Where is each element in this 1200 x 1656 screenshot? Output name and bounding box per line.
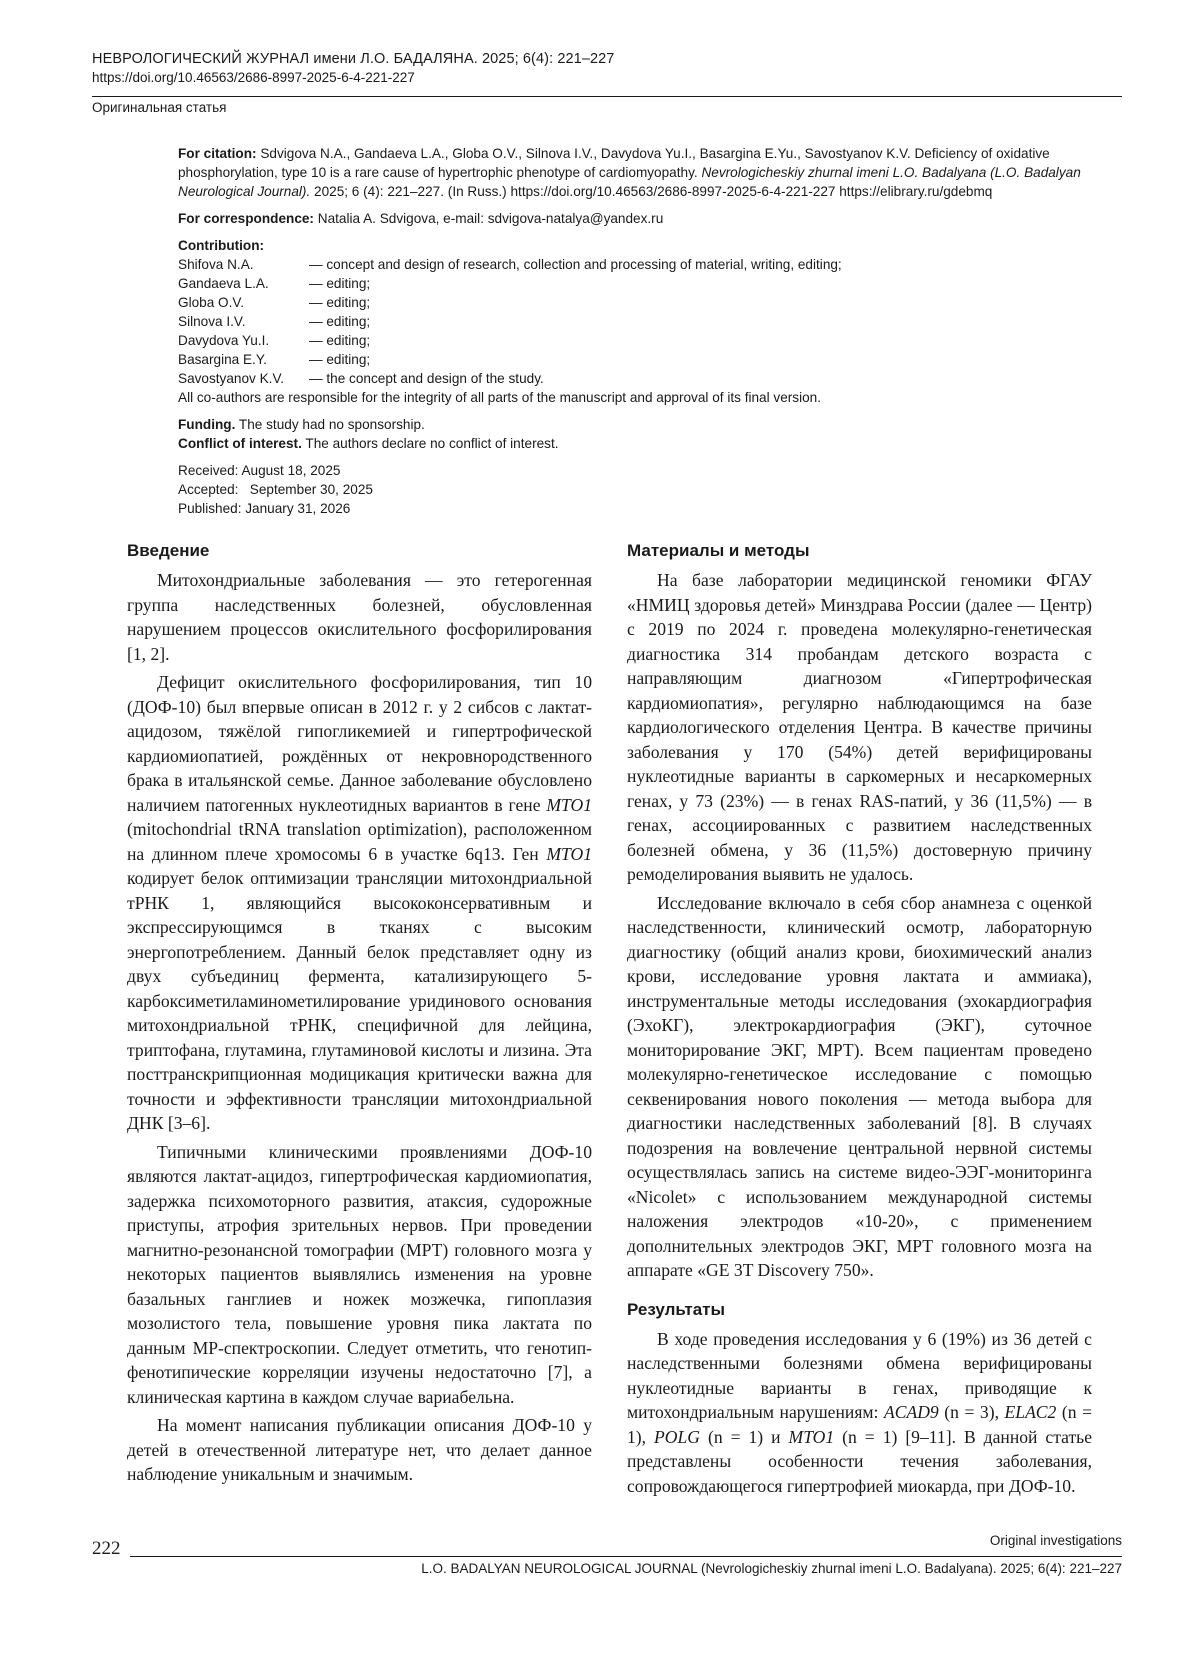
header-rule: [92, 96, 1122, 97]
gene-name: ACAD9: [883, 1402, 939, 1422]
citation-journal: Nevrologicheskiy zhurnal imeni L.O. Badalyana (L.O. Badalyan Neurological Journal).: [178, 165, 1081, 199]
received-date: Received: August 18, 2025: [178, 463, 341, 478]
gene-name: ELAC2: [1004, 1402, 1057, 1422]
contribution-list: [178, 255, 1122, 388]
funding: [178, 415, 1122, 434]
gene-name: POLG: [654, 1426, 700, 1447]
journal-title-header: НЕВРОЛОГИЧЕСКИЙ ЖУРНАЛ имени Л.О. БАДАЛЯНА. 2025; 6(4): 221–227: [92, 51, 615, 67]
correspondence-text: Natalia A. Sdvigova, e-mail: sdvigova-natalya@yandex.ru: [317, 211, 664, 226]
citation-label: For citation:: [178, 146, 257, 161]
contribution-row: [178, 274, 1122, 293]
gene-name: MTO1: [546, 843, 592, 864]
citation-authors: Sdvigova N.A., Gandaeva L.A., Globa O.V., Silnova I.V., Davydova Yu.I., Basargina E.Yu., Savostyanov K.V. Deficiency of oxidative phosphorylation, type 10 is a rare cause of hypertrophic phenotype of cardiomyopathy.: [178, 146, 1050, 180]
text-run: (n = 3),: [944, 1402, 999, 1422]
paragraph: На базе лаборатории медицинской геномики ФГАУ «НМИЦ здоровья детей» Минздрава России (далее — Центр) с 2019 по 2024 г. проведена молекулярно-генетическая диагностика 314 пробандам детского возраста с направляющим диагнозом «Гипертрофическая кардиомиопатия», регулярно наблюдающимся на базе кардиологического отделения Центра. В качестве причины заболевания у 170 (54%) детей верифицированы нуклеотидные варианты в саркомерных и несаркомерных генах, у 73 (23%) — в генах RAS-патий, у 36 (11,5%) — в генах, ассоциированных с развитием наследственных болезней обмена, у 36 (11,5%) достоверную причину ремоделирования выявить не удалось.: [627, 570, 1092, 884]
footer-rule: [130, 1556, 1122, 1557]
contributor-name: Savostyanov K.V.: [178, 371, 285, 386]
text-run: (n = 1) [9–11]. В данной статье представлены особенности течения заболевания, сопровождающегося гипертрофией миокарда, при ДОФ-10.: [627, 1426, 1093, 1496]
conflict-label: Conflict of interest.: [178, 436, 302, 451]
correspondence-label: For correspondence:: [178, 211, 314, 226]
funding-label: Funding.: [178, 417, 236, 432]
contribution-row: [178, 255, 1122, 274]
conflict: [178, 434, 1122, 453]
contributor-role: — the concept and design of the study.: [309, 371, 544, 386]
contribution-label: Contribution:: [178, 238, 265, 253]
published-date: Published: January 31, 2026: [178, 501, 351, 516]
contributor-name: Silnova I.V.: [178, 314, 246, 329]
gene-name: MTO1: [546, 794, 592, 815]
gene-name: MTO1: [788, 1426, 835, 1447]
footer-section-label: Original investigations: [989, 1533, 1122, 1548]
contributor-role: — concept and design of research, collection and processing of material, writing, editing;: [309, 257, 842, 272]
contributor-name: Gandaeva L.A.: [178, 276, 269, 291]
text-run: (mitochondrial tRNA translation optimization), расположенном на длинном плече хромосомы 6 в участке 6q13. Ген: [127, 819, 592, 864]
funding-text: The study had no sponsorship.: [238, 417, 425, 432]
contributor-name: Basargina E.Y.: [178, 352, 267, 367]
text-run: кодирует белок оптимизации трансляции митохондриальной тРНК 1, являющийся высококонсервативным и экспрессирующимся в тканях с высоким энергопотреблением. Данный белок представляет одну из двух субъединиц фермента, катализирующего 5-карбоксиметиламинометилирование уридинового основания митохондриальной тРНК, специфичной для лейцина, триптофана, глутамина, глутаминовой кислоты и лизина. Эта посттранскрипционная модицикация критически важна для точности и эффективности трансляции митохондриальной ДНК [3–6].: [127, 868, 592, 1133]
text-run: В ходе проведения исследования у 6 (19%) из 36 детей с наследственными болезнями обмена верифицированы нуклеотидные варианты в генах, приводящие к митохондриальным нарушениям:: [627, 1328, 1092, 1422]
paragraph: Типичными клиническими проявлениями ДОФ-10 являются лактат-ацидоз, гипертрофическая кардиомиопатия, задержка психомоторного развития, атаксия, судорожные приступы, атрофия зрительных нервов. При проведении магнитно-резонансной томографии (МРТ) головного мозга у некоторых пациентов выявлялись изменения на уровне базальных ганглиев и ножек мозжечка, гипоплазия мозолистого тела, повышение уровня пика лактата по данным МР-спектроскопии. Следует отметить, что генотип-фенотипические корреляции изучены недостаточно [7], а клиническая картина в каждом случае вариабельна.: [127, 1141, 592, 1407]
left-column: [127, 540, 592, 1487]
coauthors-statement: All co-authors are responsible for the integrity of all parts of the manuscript and approval of its final version.: [178, 390, 822, 405]
text-run: Дефицит окислительного фосфорилирования, тип 10 (ДОФ-10) был впервые описан в 2012 г. у 2 сибсов с лактат-ацидозом, тяжёлой гипогликемией и гипертрофической кардиомиопатией, рождённых от некровнородственного брака в итальянской семье. Данное заболевание обусловлено наличием патогенных нуклеотидных вариантов в гене: [127, 672, 592, 815]
conflict-text: The authors declare no conflict of interest.: [305, 436, 559, 451]
contributor-name: Shifova N.A.: [178, 257, 254, 272]
running-header: [92, 50, 1122, 87]
text-run: (n = 1) и: [707, 1426, 781, 1447]
contribution-row: [178, 331, 1122, 350]
contributor-name: Davydova Yu.I.: [178, 333, 270, 348]
contribution-row: [178, 369, 1122, 388]
citation: [178, 144, 1122, 201]
paragraph: На момент написания публикации описания ДОФ-10 у детей в отечественной литературе нет, что делает данное наблюдение уникальным и значимым.: [127, 1415, 592, 1484]
article-type-label: Оригинальная статья: [92, 100, 227, 115]
contributor-role: — editing;: [309, 333, 371, 348]
citation-tail: 2025; 6 (4): 221–227. (In Russ.) https://doi.org/10.46563/2686-8997-2025-6-4-221-227 https://elibrary.ru/gdebmq: [314, 184, 993, 199]
contributor-name: Globa O.V.: [178, 295, 244, 310]
contributor-role: — editing;: [309, 314, 371, 329]
accepted-date: Accepted: September 30, 2025: [178, 482, 373, 497]
correspondence: [178, 209, 1122, 228]
section-heading-introduction: Введение: [127, 541, 210, 560]
doi-link[interactable]: https://doi.org/10.46563/2686-8997-2025-6-4-221-227: [92, 70, 415, 85]
text-run: (n = 1),: [627, 1402, 1093, 1447]
paragraph: Исследование включало в себя сбор анамнеза с оценкой наследственности, клинический осмотр, лабораторную диагностику (общий анализ крови, биохимический анализ крови, исследование уровня лактата и аммиака), инструментальные методы исследования (эхокардиография (ЭхоКГ), электрокардиография (ЭКГ), суточное мониторирование ЭКГ, МРТ). Всем пациентам проведено молекулярно-генетическое исследование с помощью секвенирования нового поколения — метода выбора для диагностики наследственных заболеваний [8]. В случаях подозрения на вовлечение центральной нервной системы осуществлялась запись на системе видео-ЭЭГ-мониторинга «Nicolet» с использованием международной системы наложения электродов «10-20», с применением дополнительных электродов ЭКГ, МРТ головного мозга на аппарате «GE 3T Discovery 750».: [627, 892, 1092, 1280]
contributor-role: — editing;: [309, 352, 371, 367]
footer-journal-line: L.O. BADALYAN NEUROLOGICAL JOURNAL (Nevrologicheskiy zhurnal imeni L.O. Badalyana). 2025; 6(4): 221–227: [421, 1561, 1122, 1576]
paragraph: [627, 1327, 1092, 1499]
section-heading-results: Результаты: [627, 1299, 726, 1319]
paragraph: Митохондриальные заболевания — это гетерогенная группа наследственных болезней, обусловленная нарушением процессов окислительного фосфорилирования [1, 2].: [127, 570, 592, 664]
contribution-row: [178, 312, 1122, 331]
contributor-role: — editing;: [309, 295, 371, 310]
right-column: [627, 540, 1092, 1498]
contributor-role: — editing;: [309, 276, 371, 291]
page-number: 222: [92, 1538, 121, 1559]
contribution-row: [178, 293, 1122, 312]
section-heading-methods: Материалы и методы: [627, 541, 810, 560]
paragraph: [127, 670, 592, 1136]
article-metadata: [178, 144, 1122, 518]
contribution-row: [178, 350, 1122, 369]
